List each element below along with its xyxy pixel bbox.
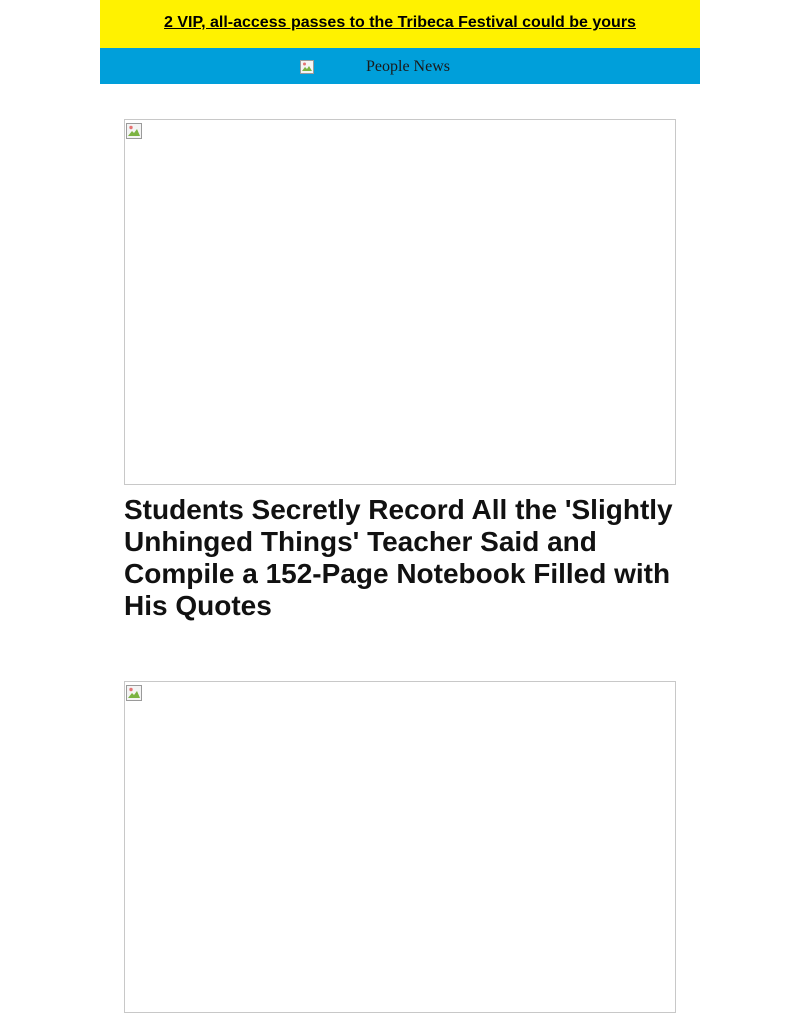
broken-image-icon	[126, 685, 142, 706]
brand-header	[100, 48, 700, 84]
promo-link[interactable]: 2 VIP, all-access passes to the Tribeca Festival could be yours	[164, 14, 636, 31]
brand-logo[interactable]	[300, 58, 500, 76]
broken-image-icon	[300, 60, 314, 74]
email-container	[100, 0, 700, 1000]
broken-image-icon	[126, 123, 142, 144]
promo-banner	[100, 0, 700, 48]
brand-logo-alt-text: People News	[366, 58, 450, 75]
story-headline[interactable]: Students Secretly Record All the 'Slightly Unhinged Things' Teacher Said and Compile a 152-Page Notebook Filled with His Quotes	[124, 494, 673, 621]
story-image[interactable]	[124, 681, 676, 1013]
story-image[interactable]	[124, 119, 676, 485]
